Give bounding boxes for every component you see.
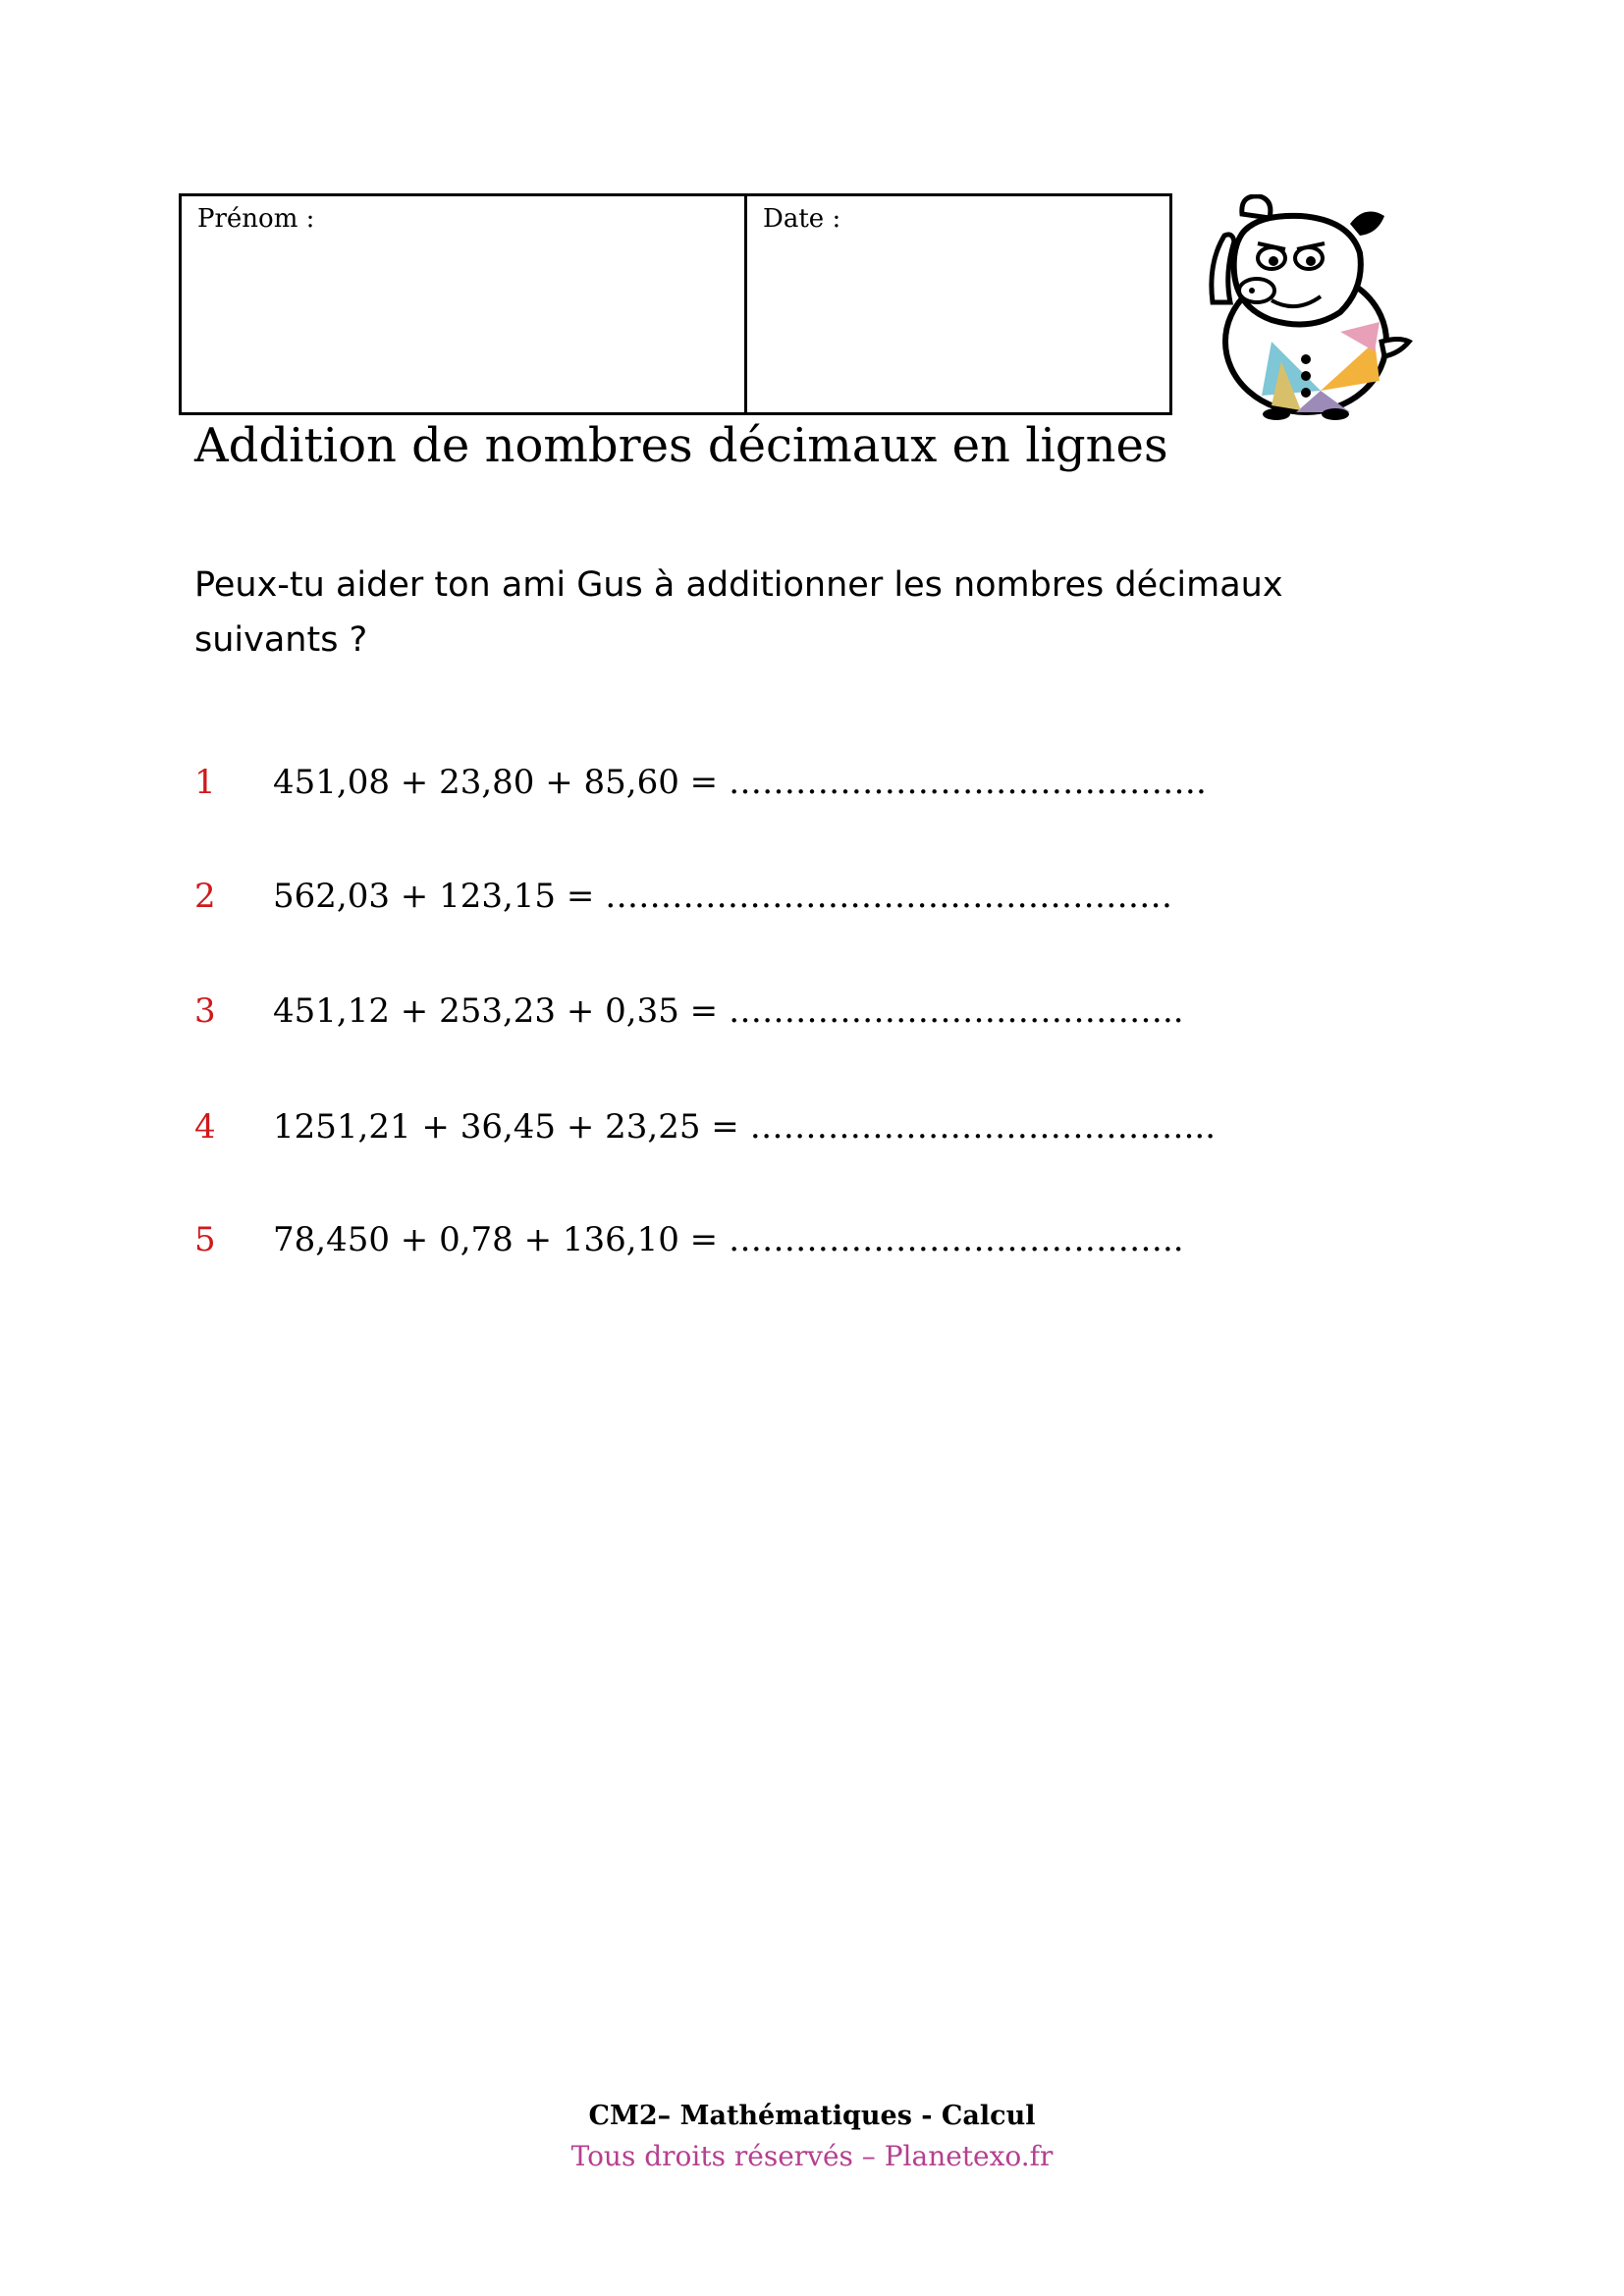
date-label: Date : bbox=[763, 204, 841, 234]
exercise-number: 4 bbox=[194, 1107, 216, 1147]
worksheet-title: Addition de nombres décimaux en lignes bbox=[194, 418, 1168, 473]
exercise-text: 451,12 + 253,23 + 0,35 = ………………………………….. bbox=[273, 991, 1184, 1031]
exercise-number: 1 bbox=[194, 763, 216, 802]
exercise-item bbox=[194, 991, 1184, 1031]
exercise-item bbox=[194, 1107, 1216, 1147]
exercise-item bbox=[194, 763, 1207, 802]
footer-course-label: CM2– Mathématiques - Calcul bbox=[588, 2101, 1036, 2131]
exercise-number: 3 bbox=[194, 991, 216, 1031]
exercise-item bbox=[194, 1220, 1184, 1259]
exercise-number: 5 bbox=[194, 1220, 216, 1259]
exercise-item bbox=[194, 877, 1172, 916]
footer-copyright: Tous droits réservés – Planetexo.fr bbox=[570, 2140, 1054, 2172]
exercise-text: 1251,21 + 36,45 + 23,25 = …………………………………... bbox=[273, 1107, 1217, 1147]
exercise-text: 562,03 + 123,15 = …………………………………………… bbox=[273, 877, 1173, 916]
sheep-mascot-icon bbox=[1203, 194, 1414, 422]
exercise-text: 78,450 + 0,78 + 136,10 = ………………………………….. bbox=[273, 1220, 1184, 1259]
exercise-number: 2 bbox=[194, 877, 216, 916]
exercise-text: 451,08 + 23,80 + 85,60 = ……………………………………. bbox=[273, 763, 1207, 802]
instruction-text: Peux-tu aider ton ami Gus à additionner les nombres décimaux suivants ? bbox=[194, 565, 1283, 660]
name-field[interactable] bbox=[182, 196, 747, 412]
student-info-table bbox=[179, 193, 1172, 415]
name-label: Prénom : bbox=[197, 204, 315, 234]
date-field[interactable] bbox=[747, 196, 1169, 412]
